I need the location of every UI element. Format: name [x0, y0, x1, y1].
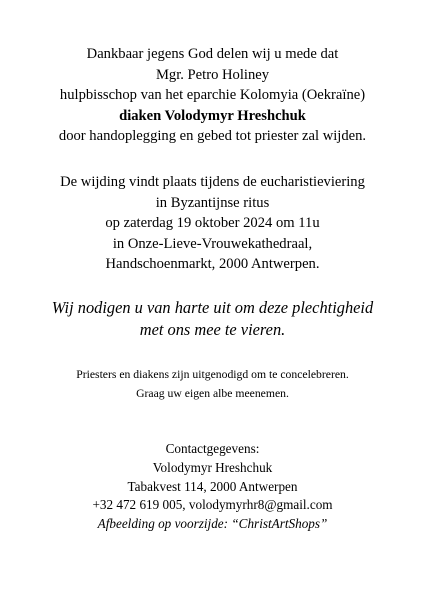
clergy-note-section: [0, 366, 425, 403]
ceremony-rite: in Byzantijnse ritus: [155, 194, 270, 211]
ordination-statement: door handoplegging en gebed tot priester zal wijden.: [58, 128, 367, 144]
ceremony-line-1: De wijding vindt plaats tijdens de eucharistieviering: [60, 174, 365, 190]
contact-phone-email: +32 472 619 005, volodymyrhr8@gmail.com: [92, 497, 333, 513]
invitation-line-1: Wij nodigen u van harte uit om deze plechtigheid: [51, 298, 374, 317]
contact-section: [0, 440, 425, 534]
clergy-note-line-2: Graag uw eigen albe meenemen.: [136, 386, 289, 400]
bishop-name: Mgr. Petro Holiney: [155, 66, 270, 83]
invitation-line-2: met ons mee te vieren.: [139, 320, 286, 339]
announcement-section: [0, 44, 425, 147]
ceremony-date: op zaterdag 19 oktober 2024 om 11u: [105, 215, 320, 231]
contact-address: Tabakvest 114, 2000 Antwerpen: [127, 478, 298, 494]
ceremony-address: Handschoenmarkt, 2000 Antwerpen.: [105, 256, 320, 272]
announcement-intro: Dankbaar jegens God delen wij u mede dat: [86, 46, 339, 62]
ceremony-section: [0, 172, 425, 275]
invitation-section: [0, 297, 425, 341]
contact-heading: Contactgegevens:: [165, 441, 260, 456]
contact-name: Volodymyr Hreshchuk: [152, 459, 273, 475]
clergy-note-line-1: Priesters en diakens zijn uitgenodigd om te concelebreren.: [76, 368, 349, 381]
ceremony-venue: in Onze-Lieve-Vrouwekathedraal,: [112, 235, 313, 252]
bishop-title: hulpbisschop van het eparchie Kolomyia (Oekraïne): [59, 87, 366, 103]
deacon-name: diaken Volodymyr Hreshchuk: [119, 107, 306, 124]
image-credit: Afbeelding op voorzijde: “ChristArtShops”: [97, 516, 328, 532]
